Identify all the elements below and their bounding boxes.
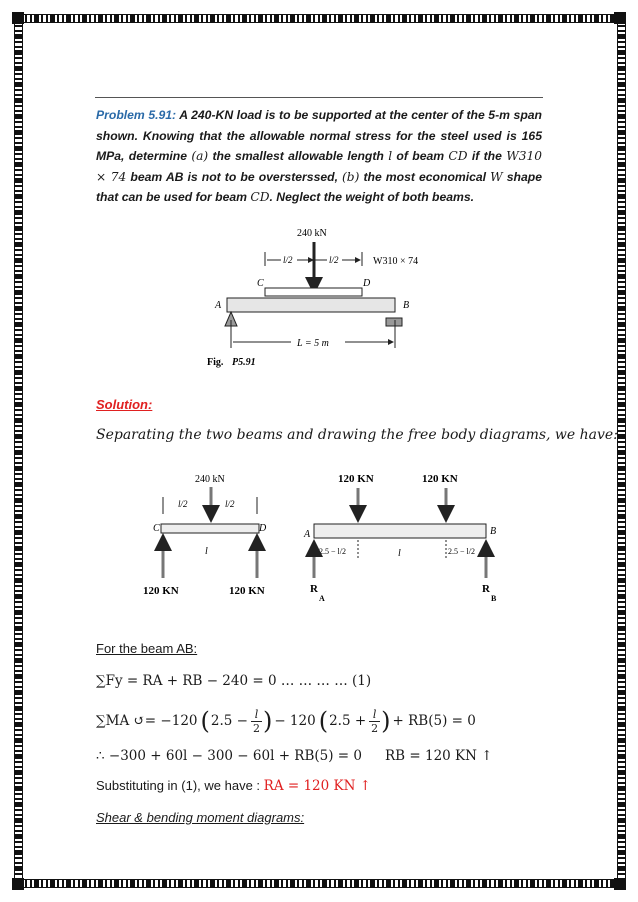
equation-expand: ∴ −300 + 60l − 300 − 60l + RB(5) = 0 bbox=[96, 748, 362, 764]
dim-l: l bbox=[205, 546, 208, 557]
shear-heading: Shear & bending moment diagrams: bbox=[96, 810, 305, 825]
eq2-lhs: ∑MA ↺= −120 bbox=[96, 713, 198, 729]
problem-text: the smallest allowable length bbox=[208, 149, 389, 164]
reaction-rb-sub: B bbox=[491, 594, 497, 603]
problem-text: if the bbox=[467, 149, 507, 164]
fraction-den: 2 bbox=[371, 721, 379, 735]
point-a: A bbox=[304, 529, 311, 540]
reaction-ra-sub: A bbox=[319, 594, 325, 603]
paren: ) bbox=[262, 707, 273, 735]
fraction-l-2 bbox=[251, 708, 262, 735]
dim-l: l bbox=[398, 548, 401, 559]
border-corner bbox=[614, 878, 626, 890]
equation-sum-ma bbox=[96, 701, 476, 741]
dim-half-left: l/2 bbox=[283, 255, 293, 265]
point-b: B bbox=[490, 526, 497, 537]
fraction-num: l bbox=[372, 707, 377, 721]
border-corner bbox=[12, 878, 24, 890]
page-border-right bbox=[617, 14, 626, 888]
problem-text: A 240-KN load is to be supported at the center of the 5-m span shown. Knowing that the allowable normal stress for the steel used is 165 MPa, determine bbox=[96, 108, 542, 164]
beam-cd bbox=[161, 524, 259, 533]
load-label: 240 kN bbox=[195, 474, 225, 485]
fraction-num: l bbox=[254, 707, 259, 721]
paren: ) bbox=[381, 707, 391, 735]
section-w: W310 × 74 bbox=[96, 149, 542, 184]
fraction-den: 2 bbox=[252, 721, 260, 735]
substituting-text: Substituting in (1), we have : bbox=[96, 778, 264, 793]
ra-result: RA = 120 KN ↑ bbox=[263, 778, 372, 794]
eq2-rhs: + RB(5) = 0 bbox=[392, 713, 476, 729]
solution-label: Solution: bbox=[96, 397, 153, 412]
problem-text: beam AB is not to be oversterssed, bbox=[126, 169, 343, 184]
section-label: W310 × 74 bbox=[373, 256, 419, 267]
dim-half-right: l/2 bbox=[225, 499, 235, 509]
var-cd: CD bbox=[250, 190, 270, 205]
problem-number: Problem 5.91: bbox=[96, 108, 177, 122]
eq2-part: − 120 bbox=[274, 713, 316, 729]
rb-result: RB = 120 KN ↑ bbox=[385, 748, 493, 764]
separating-text: Separating the two beams and drawing the free body diagrams, we have: bbox=[96, 427, 618, 443]
reaction-c-label: 120 KN bbox=[143, 585, 179, 597]
problem-text: the most economical bbox=[359, 169, 491, 184]
border-corner bbox=[614, 12, 626, 24]
eq2-part: 2.5 + bbox=[329, 713, 367, 729]
point-c: C bbox=[257, 278, 264, 289]
figure-p5-91 bbox=[205, 222, 445, 382]
dim-half-left: l/2 bbox=[178, 499, 188, 509]
substituting-line bbox=[96, 778, 371, 794]
point-c: C bbox=[153, 523, 160, 534]
load-right-label: 120 KN bbox=[422, 473, 458, 485]
point-d: D bbox=[259, 523, 267, 534]
problem-text: shape that can be used for beam bbox=[96, 169, 542, 205]
beam-ab bbox=[227, 298, 395, 312]
fbd-beam-cd bbox=[135, 470, 285, 600]
border-corner bbox=[12, 12, 24, 24]
paren: ( bbox=[318, 707, 329, 735]
header-rule bbox=[95, 97, 543, 98]
fig-caption-number: P5.91 bbox=[232, 357, 256, 368]
dim-half-right: l/2 bbox=[329, 255, 339, 265]
dim-right-label: 2.5 − l/2 bbox=[448, 547, 475, 556]
point-b: B bbox=[403, 300, 410, 311]
reaction-d-label: 120 KN bbox=[229, 585, 265, 597]
problem-text: of beam bbox=[392, 149, 449, 164]
page-border-bottom bbox=[14, 879, 626, 888]
part-b: (b) bbox=[342, 169, 360, 184]
beam-ab bbox=[314, 524, 486, 538]
beam-cd bbox=[265, 288, 362, 296]
reaction-ra-label: R bbox=[310, 583, 318, 595]
eq2-part: 2.5 − bbox=[210, 713, 248, 729]
span-label: L = 5 m bbox=[297, 338, 329, 349]
fbd-beam-ab bbox=[300, 470, 520, 610]
load-left-label: 120 KN bbox=[338, 473, 374, 485]
beam-ab-heading: For the beam AB: bbox=[96, 641, 198, 656]
fig-caption: Fig. bbox=[207, 357, 224, 368]
var-l: l bbox=[388, 149, 393, 164]
part-a: (a) bbox=[191, 149, 209, 164]
roller-support bbox=[386, 318, 402, 326]
var-w: W bbox=[490, 169, 503, 184]
var-cd: CD bbox=[448, 149, 468, 164]
dim-left-label: 2.5 − l/2 bbox=[319, 547, 346, 556]
problem-text: . Neglect the weight of both beams. bbox=[269, 190, 475, 205]
fraction-l-2 bbox=[369, 708, 380, 735]
reaction-rb-label: R bbox=[482, 583, 490, 595]
page-border-left bbox=[14, 14, 23, 888]
paren: ( bbox=[200, 707, 210, 735]
page-border-top bbox=[14, 14, 626, 23]
load-label: 240 kN bbox=[297, 228, 327, 239]
equation-sum-fy: ∑Fy = RA + RB − 240 = 0 … … … … (1) bbox=[96, 673, 372, 689]
problem-statement bbox=[96, 105, 542, 208]
point-d: D bbox=[363, 278, 371, 289]
point-a: A bbox=[215, 300, 222, 311]
